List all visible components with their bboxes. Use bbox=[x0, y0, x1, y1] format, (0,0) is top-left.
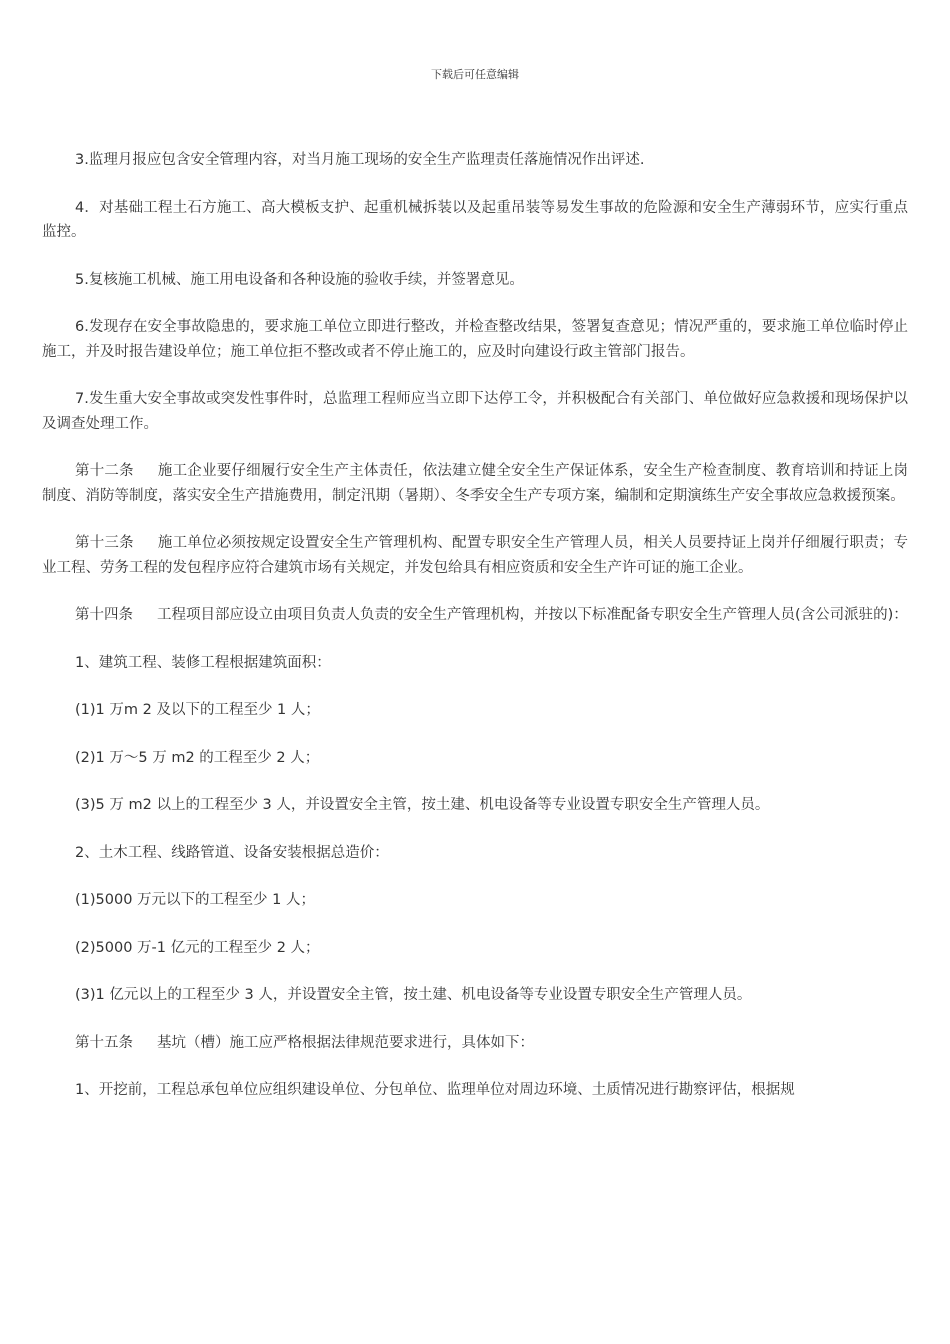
paragraph-text: 3.监理月报应包含安全管理内容，对当月施工现场的安全生产监理责任落施情况作出评述. bbox=[75, 152, 645, 168]
article-number: 第十二条 bbox=[75, 463, 134, 479]
paragraph-text: 4．对基础工程土石方施工、高大模板支护、起重机械拆装以及起重吊装等易发生事故的危险源和安全生产薄弱环节，应实行重点监控。 bbox=[42, 199, 908, 240]
paragraph-2 bbox=[42, 196, 908, 245]
paragraph-text: 工程项目部应设立由项目负责人负责的安全生产管理机构，并按以下标准配备专职安全生产管理人员(含公司派驻的)： bbox=[157, 607, 908, 623]
article-number: 第十四条 bbox=[75, 607, 133, 623]
paragraph-16 bbox=[42, 983, 908, 1008]
page-header: 下载后可任意编辑 bbox=[431, 68, 519, 81]
paragraph-text: 1、开挖前，工程总承包单位应组织建设单位、分包单位、监理单位对周边环境、土质情况进行勘察评估，根据规 bbox=[75, 1082, 795, 1098]
paragraph-text: (1)5000 万元以下的工程至少 1 人； bbox=[75, 892, 315, 908]
paragraph-text: 2、土木工程、线路管道、设备安装根据总造价： bbox=[75, 844, 389, 861]
paragraph-5 bbox=[42, 387, 908, 436]
document-body bbox=[42, 148, 908, 1103]
article-number: 第十三条 bbox=[75, 535, 134, 551]
paragraph-9 bbox=[42, 651, 908, 676]
article-14 bbox=[42, 603, 908, 628]
paragraph-4 bbox=[42, 315, 908, 364]
paragraph-text: (3)5 万 m2 以上的工程至少 3 人，并设置安全主管，按土建、机电设备等专业设置专职安全生产管理人员。 bbox=[75, 797, 770, 813]
paragraph-14 bbox=[42, 888, 908, 913]
paragraph-text: 7.发生重大安全事故或突发性事件时，总监理工程师应当立即下达停工令，并积极配合有关部门、单位做好应急救援和现场保护以及调查处理工作。 bbox=[42, 391, 908, 432]
article-13 bbox=[42, 531, 908, 580]
article-15 bbox=[42, 1031, 908, 1056]
paragraph-text: 6.发现存在安全事故隐患的，要求施工单位立即进行整改，并检查整改结果，签署复查意见；情况严重的，要求施工单位临时停止施工，并及时报告建设单位；施工单位拒不整改或者不停止施工的，应及时向建设行政主管部门报告。 bbox=[42, 319, 908, 360]
paragraph-text: 施工单位必须按规定设置安全生产管理机构、配置专职安全生产管理人员，相关人员要持证上岗并仔细履行职责；专业工程、劳务工程的发包程序应符合建筑市场有关规定，并发包给具有相应资质和安全生产许可证的施工企业。 bbox=[42, 535, 909, 576]
paragraph-3 bbox=[42, 268, 908, 293]
paragraph-text: (2)5000 万-1 亿元的工程至少 2 人； bbox=[75, 939, 320, 956]
paragraph-1 bbox=[42, 148, 908, 173]
paragraph-text: 基坑（槽）施工应严格根据法律规范要求进行，具体如下： bbox=[157, 1034, 534, 1051]
paragraph-text: (2)1 万～5 万 m2 的工程至少 2 人； bbox=[75, 749, 320, 766]
paragraph-text: (3)1 亿元以上的工程至少 3 人，并设置安全主管，按土建、机电设备等专业设置专职安全生产管理人员。 bbox=[75, 987, 752, 1003]
paragraph-13 bbox=[42, 841, 908, 866]
paragraph-text: 5.复核施工机械、施工用电设备和各种设施的验收手续，并签署意见。 bbox=[75, 271, 524, 288]
paragraph-text: 施工企业要仔细履行安全生产主体责任，依法建立健全安全生产保证体系，安全生产检查制度、教育培训和持证上岗制度、消防等制度，落实安全生产措施费用，制定汛期（暑期）、冬季安全生产专项方案，编制和定期演练生产安全事故应急救援预案。 bbox=[42, 463, 909, 504]
paragraph-15 bbox=[42, 936, 908, 961]
paragraph-text: (1)1 万m 2 及以下的工程至少 1 人； bbox=[75, 702, 320, 718]
article-12 bbox=[42, 459, 908, 508]
paragraph-18 bbox=[42, 1078, 908, 1103]
article-number: 第十五条 bbox=[75, 1034, 133, 1051]
paragraph-11 bbox=[42, 746, 908, 771]
paragraph-text: 1、建筑工程、装修工程根据建筑面积： bbox=[75, 654, 331, 671]
paragraph-12 bbox=[42, 793, 908, 818]
paragraph-10 bbox=[42, 698, 908, 723]
